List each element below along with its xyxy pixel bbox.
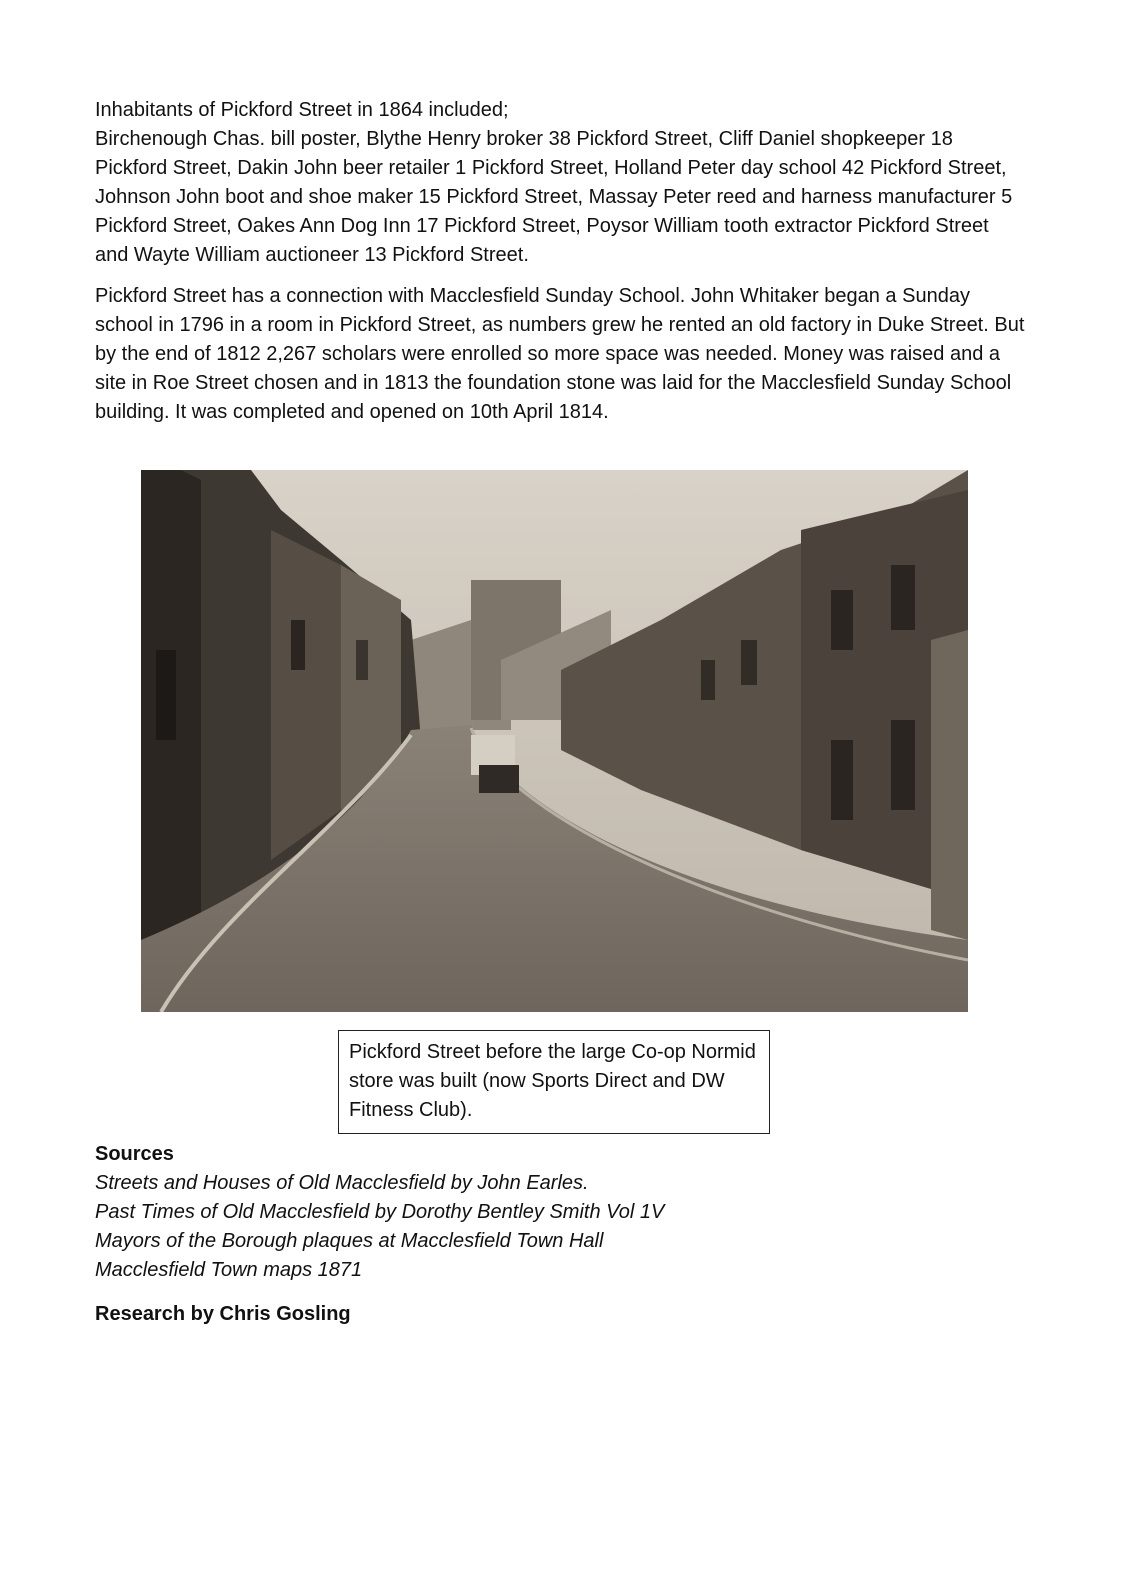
inhabitants-paragraph (95, 96, 1025, 270)
inhabitants-heading: Inhabitants of Pickford Street in 1864 included; (95, 99, 509, 121)
photo-caption-box (338, 1030, 770, 1134)
residents-list-text: Birchenough Chas. bill poster, Blythe Henry broker 38 Pickford Street, Cliff Daniel shopkeeper 18 Pickford Street, Dakin John beer retailer 1 Pickford Street, Holland Peter day school 42 Pickford Street, Johnson John boot and shoe maker 15 Pickford Street, Massay Peter reed and harness manufacturer 5 Pickford Street, Oakes Ann Dog Inn 17 Pickford Street, Poysor William tooth extractor Pickford Street and Wayte William auctioneer 13 Pickford Street. (95, 128, 1013, 266)
photo-caption: Pickford Street before the large Co-op Normid store was built (now Sports Direct and DW Fitness Club). (349, 1041, 756, 1121)
sources-heading: Sources (95, 1143, 174, 1165)
street-photograph (141, 470, 968, 1012)
source-item: Macclesfield Town maps 1871 (95, 1259, 363, 1281)
sunday-school-paragraph: Pickford Street has a connection with Macclesfield Sunday School. John Whitaker began a Sunday school in 1796 in a room in Pickford Street, as numbers grew he rented an old factory in Duke Street. But by the end of 1812 2,267 scholars were enrolled so more space was needed. Money was raised and a site in Roe Street chosen and in 1813 the foundation stone was laid for the Macclesfield Sunday School building. It was completed and opened on 10th April 1814. (95, 285, 1025, 423)
source-item: Past Times of Old Macclesfield by Dorothy Bentley Smith Vol 1V (95, 1201, 665, 1223)
source-item: Streets and Houses of Old Macclesfield by John Earles. (95, 1172, 589, 1194)
research-credit: Research by Chris Gosling (95, 1303, 351, 1325)
sources-section (95, 1140, 995, 1285)
source-item: Mayors of the Borough plaques at Macclesfield Town Hall (95, 1230, 604, 1252)
